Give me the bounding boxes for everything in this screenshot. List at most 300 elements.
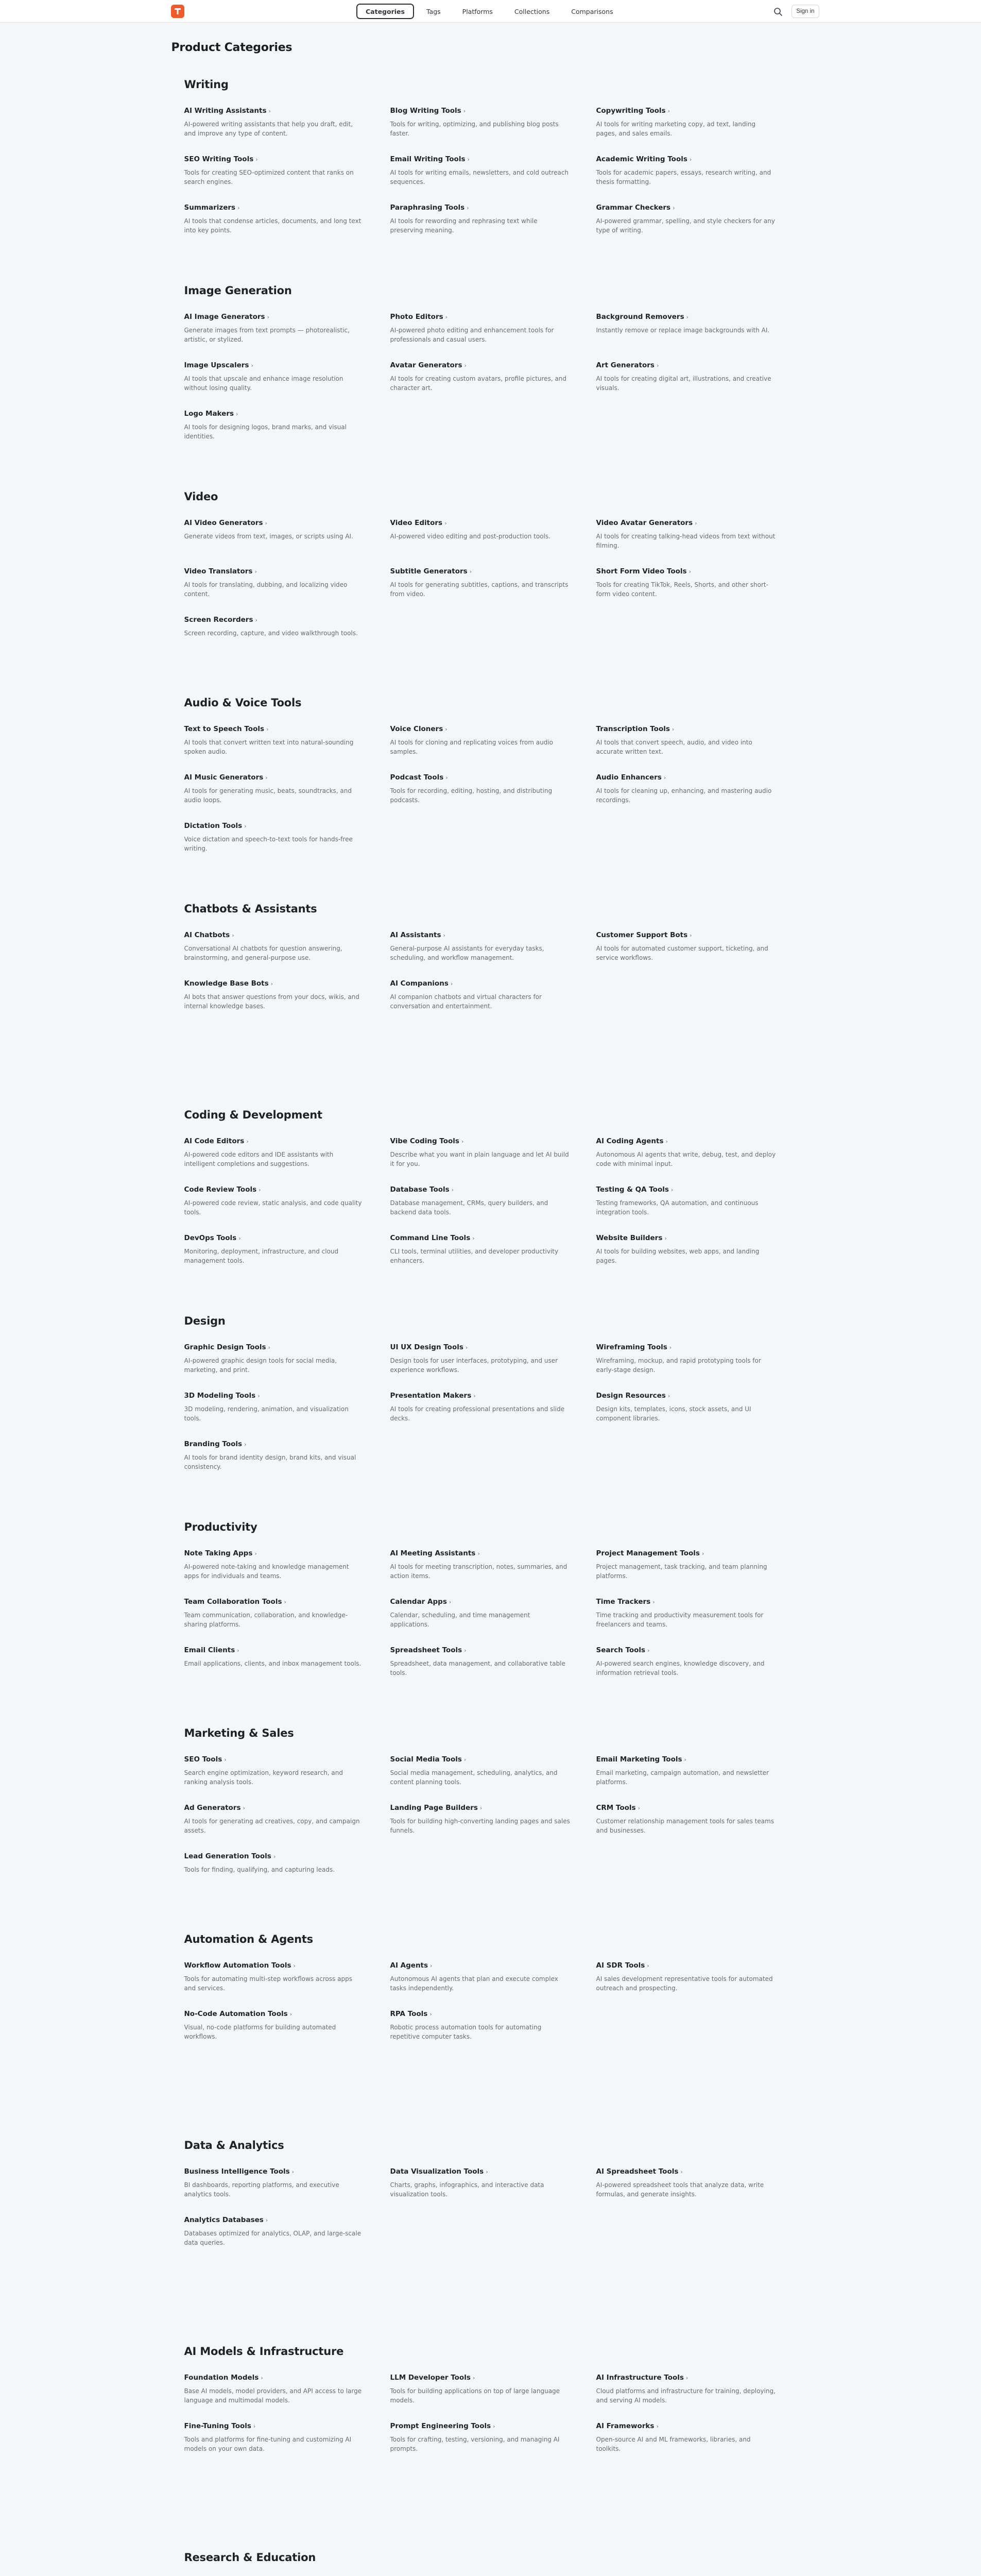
chevron-right-icon: › <box>477 1550 480 1557</box>
tool-link-ai-code-editors[interactable] <box>184 1136 390 1175</box>
tool-description: Email marketing, campaign automation, and newsletter platforms. <box>596 1769 769 1786</box>
tool-name: Design Resources <box>596 1392 666 1400</box>
tool-description: Tools for building high-converting landing pages and sales funnels. <box>390 1818 570 1834</box>
chevron-right-icon: › <box>680 2168 683 2175</box>
tool-name-row <box>184 723 370 733</box>
tool-name-row <box>390 1136 576 1145</box>
tool-link-ai-infrastructure-tools[interactable] <box>596 2372 797 2411</box>
tool-name-row <box>596 1390 777 1400</box>
tool-link-short-form-video-tools[interactable] <box>596 566 797 605</box>
tool-name-row <box>596 2372 777 2382</box>
tool-name-row <box>184 1342 370 1351</box>
tool-name-row <box>184 772 370 782</box>
chevron-right-icon: › <box>479 1805 483 1811</box>
tool-link-grammar-checkers[interactable] <box>596 202 797 241</box>
tool-name-row <box>184 1390 370 1400</box>
tool-name-row <box>596 1184 777 1194</box>
nav-collections[interactable]: Collections <box>514 8 550 15</box>
tool-description: Project management, task tracking, and team planning platforms. <box>596 1563 767 1580</box>
tool-link-workflow-automation-tools[interactable] <box>184 1960 390 1999</box>
tool-name-row <box>390 1754 576 1764</box>
tool-name: Email Clients <box>184 1646 235 1654</box>
tool-description: AI-powered note-taking and knowledge management apps for individuals and teams. <box>184 1563 349 1580</box>
tool-grid <box>184 1960 797 2047</box>
tool-description: AI tools for creating custom avatars, profile pictures, and character art. <box>390 375 567 392</box>
tool-grid <box>184 929 797 1017</box>
tool-name: Email Marketing Tools <box>596 1755 682 1764</box>
tool-description: Describe what you want in plain language and let AI build it for you. <box>390 1151 569 1167</box>
tool-name-row <box>184 360 370 369</box>
tool-description: Tools for crafting, testing, versioning, and managing AI prompts. <box>390 2436 560 2452</box>
tool-link-rpa-tools[interactable] <box>390 2008 596 2047</box>
tool-name-row <box>184 2420 370 2430</box>
chevron-right-icon: › <box>265 2217 268 2224</box>
chevron-right-icon: › <box>667 108 670 114</box>
tool-link-seo-tools[interactable] <box>184 1754 390 1793</box>
tool-description: AI-powered video editing and post-production tools. <box>390 533 550 540</box>
tool-name-row <box>390 1184 576 1194</box>
tool-description: Tools for automating multi-step workflows across apps and services. <box>184 1975 353 1992</box>
category-ai-models-infrastructure <box>184 2345 797 2551</box>
chevron-right-icon: › <box>463 1756 467 1763</box>
tool-link-subtitle-generators[interactable] <box>390 566 596 605</box>
tool-description: Design kits, templates, icons, stock assets, and UI component libraries. <box>596 1405 751 1422</box>
nav-categories[interactable]: Categories <box>356 4 414 19</box>
tool-name: Data Visualization Tools <box>390 2167 484 2176</box>
tool-link-background-removers[interactable] <box>596 311 797 350</box>
tool-description: AI tools for cleaning up, enhancing, and mastering audio recordings. <box>596 787 772 804</box>
tool-name-row <box>390 978 576 988</box>
chevron-right-icon: › <box>430 1962 433 1969</box>
chevron-right-icon: › <box>444 520 447 527</box>
chevron-right-icon: › <box>701 1550 704 1557</box>
tool-name: Image Upscalers <box>184 361 249 369</box>
tool-link-prompt-engineering-tools[interactable] <box>390 2420 596 2460</box>
chevron-right-icon: › <box>673 205 675 211</box>
chevron-right-icon: › <box>486 2168 488 2175</box>
chevron-right-icon: › <box>255 156 258 163</box>
tool-name-row <box>390 154 576 163</box>
tool-link-video-translators[interactable] <box>184 566 390 605</box>
tool-name-row <box>184 566 370 575</box>
tool-name: Photo Editors <box>390 313 443 321</box>
tool-name-row <box>184 1754 370 1764</box>
tool-name: AI Agents <box>390 1961 428 1970</box>
tool-description: Tools for building applications on top of large language models. <box>390 2387 560 2404</box>
tool-name-row <box>596 154 777 163</box>
tool-name-row <box>390 2372 576 2382</box>
tool-link-knowledge-base-bots[interactable] <box>184 978 390 1017</box>
tool-description: AI-powered writing assistants that help you draft, edit, and improve any type of content. <box>184 121 353 137</box>
category-chatbots-assistants <box>184 903 797 1109</box>
tool-link-project-management-tools[interactable] <box>596 1548 797 1587</box>
tool-link-ai-meeting-assistants[interactable] <box>390 1548 596 1587</box>
tool-link-testing-qa-tools[interactable] <box>596 1184 797 1223</box>
tool-link-logo-makers[interactable] <box>184 408 390 447</box>
tool-link-spreadsheet-tools[interactable] <box>390 1645 596 1684</box>
category-title: Automation & Agents <box>184 1933 313 1945</box>
nav-tags[interactable]: Tags <box>426 8 441 15</box>
tool-name: Text to Speech Tools <box>184 725 265 733</box>
tool-description: Robotic process automation tools for automating repetitive computer tasks. <box>390 2024 542 2040</box>
chevron-right-icon: › <box>689 568 691 575</box>
tool-link-customer-support-bots[interactable] <box>596 929 797 969</box>
tool-link-calendar-apps[interactable] <box>390 1596 596 1635</box>
chevron-right-icon: › <box>465 1344 468 1351</box>
tool-name: No-Code Automation Tools <box>184 2010 288 2018</box>
tool-link-ai-music-generators[interactable] <box>184 772 390 811</box>
tool-name-row <box>184 2214 370 2224</box>
tool-link-seo-writing-tools[interactable] <box>184 154 390 193</box>
tool-name-row <box>184 1802 370 1812</box>
tool-link-summarizers[interactable] <box>184 202 390 241</box>
tool-name-row <box>596 723 777 733</box>
tool-link-ui-ux-design-tools[interactable] <box>390 1342 596 1381</box>
tool-link-avatar-generators[interactable] <box>390 360 596 399</box>
chevron-right-icon: › <box>445 774 448 781</box>
nav-comparisons[interactable]: Comparisons <box>571 8 613 15</box>
tool-link-email-writing-tools[interactable] <box>390 154 596 193</box>
tool-name: Dictation Tools <box>184 822 243 830</box>
tool-link-devops-tools[interactable] <box>184 1232 390 1272</box>
tool-name-row <box>596 1645 777 1654</box>
tool-name-row <box>596 1802 777 1812</box>
tool-name-row <box>390 2008 576 2018</box>
tool-name: Copywriting Tools <box>596 107 666 115</box>
tool-link-copywriting-tools[interactable] <box>596 105 797 144</box>
tool-name-row <box>184 517 370 527</box>
chevron-right-icon: › <box>253 2423 256 2430</box>
tool-name: Spreadsheet Tools <box>390 1646 462 1654</box>
tool-link-wireframing-tools[interactable] <box>596 1342 797 1381</box>
tool-link-landing-page-builders[interactable] <box>390 1802 596 1841</box>
tool-name: Short Form Video Tools <box>596 567 687 575</box>
category-title: Research & Education <box>184 2551 316 2564</box>
tool-grid <box>184 517 797 653</box>
tool-description: AI tools for generating music, beats, soundtracks, and audio loops. <box>184 787 352 804</box>
tool-name: Video Editors <box>390 519 443 527</box>
tool-link-ai-frameworks[interactable] <box>596 2420 797 2460</box>
tool-name-row <box>596 517 777 527</box>
tool-name-row <box>390 1232 576 1242</box>
tool-grid <box>184 311 797 447</box>
tool-name: Fine-Tuning Tools <box>184 2422 251 2430</box>
chevron-right-icon: › <box>265 520 267 527</box>
tool-link-3d-modeling-tools[interactable] <box>184 1390 390 1429</box>
tool-name: Paraphrasing Tools <box>390 204 465 212</box>
tool-description: Tools for finding, qualifying, and capturing leads. <box>184 1866 335 1873</box>
tool-description: Autonomous AI agents that plan and execute complex tasks independently. <box>390 1975 558 1992</box>
tool-link-ai-sdr-tools[interactable] <box>596 1960 797 1999</box>
tool-description: AI tools for brand identity design, brand kits, and visual consistency. <box>184 1454 356 1470</box>
tool-name-row <box>184 154 370 163</box>
category-title: Data & Analytics <box>184 2139 284 2151</box>
tool-name-row <box>390 202 576 212</box>
category-title: AI Models & Infrastructure <box>184 2345 344 2358</box>
chevron-right-icon: › <box>493 2423 495 2430</box>
chevron-right-icon: › <box>259 1187 261 1193</box>
tool-name-row <box>184 2008 370 2018</box>
tool-link-email-marketing-tools[interactable] <box>596 1754 797 1793</box>
tool-name: Academic Writing Tools <box>596 155 687 163</box>
tool-link-video-editors[interactable] <box>390 517 596 556</box>
tool-name: Foundation Models <box>184 2374 259 2382</box>
tool-link-presentation-makers[interactable] <box>390 1390 596 1429</box>
tool-name-row <box>184 1645 370 1654</box>
tool-link-ai-spreadsheet-tools[interactable] <box>596 2166 797 2205</box>
tool-link-design-resources[interactable] <box>596 1390 797 1429</box>
tool-link-code-review-tools[interactable] <box>184 1184 390 1223</box>
chevron-right-icon: › <box>656 362 659 369</box>
tool-name: Blog Writing Tools <box>390 107 461 115</box>
page-title: Product Categories <box>171 41 292 54</box>
category-design <box>184 1315 797 1521</box>
category-productivity <box>184 1521 797 1727</box>
chevron-right-icon: › <box>265 774 268 781</box>
tool-name: AI Coding Agents <box>596 1137 664 1145</box>
tool-description: Open-source AI and ML frameworks, libraries, and toolkits. <box>596 2436 751 2452</box>
tool-link-ai-agents[interactable] <box>390 1960 596 1999</box>
chevron-right-icon: › <box>243 1805 245 1811</box>
tool-name: UI UX Design Tools <box>390 1343 463 1351</box>
tool-link-command-line-tools[interactable] <box>390 1232 596 1272</box>
tool-name: Note Taking Apps <box>184 1549 253 1557</box>
tool-name: Knowledge Base Bots <box>184 979 269 988</box>
tool-description: Generate images from text prompts — photorealistic, artistic, or stylized. <box>184 327 350 343</box>
category-title: Audio & Voice Tools <box>184 697 302 709</box>
tool-description: AI tools for creating digital art, illustrations, and creative visuals. <box>596 375 771 392</box>
tool-link-ai-writing-assistants[interactable] <box>184 105 390 144</box>
tool-link-ai-video-generators[interactable] <box>184 517 390 556</box>
tool-link-time-trackers[interactable] <box>596 1596 797 1635</box>
tool-description: Generate videos from text, images, or scripts using AI. <box>184 533 353 540</box>
tool-name: AI Frameworks <box>596 2422 655 2430</box>
tool-description: AI-powered grammar, spelling, and style checkers for any type of writing. <box>596 217 775 234</box>
tool-link-ai-chatbots[interactable] <box>184 929 390 969</box>
search-icon[interactable] <box>772 6 784 18</box>
tool-description: AI tools for generating ad creatives, copy, and campaign assets. <box>184 1818 360 1834</box>
tool-name: SEO Tools <box>184 1755 222 1764</box>
chevron-right-icon: › <box>473 1393 476 1399</box>
tool-link-video-avatar-generators[interactable] <box>596 517 797 556</box>
chevron-right-icon: › <box>293 1962 296 1969</box>
tool-link-paraphrasing-tools[interactable] <box>390 202 596 241</box>
tool-name-row <box>596 202 777 212</box>
tool-link-ai-image-generators[interactable] <box>184 311 390 350</box>
tool-name: AI Infrastructure Tools <box>596 2374 684 2382</box>
tool-name: Transcription Tools <box>596 725 670 733</box>
tool-link-website-builders[interactable] <box>596 1232 797 1272</box>
tool-description: Spreadsheet, data management, and collaborative table tools. <box>390 1660 565 1676</box>
tool-description: Design tools for user interfaces, prototyping, and user experience workflows. <box>390 1357 558 1374</box>
tool-description: 3D modeling, rendering, animation, and visualization tools. <box>184 1405 349 1422</box>
tool-link-podcast-tools[interactable] <box>390 772 596 811</box>
tool-name: Time Trackers <box>596 1598 651 1606</box>
tool-link-email-clients[interactable] <box>184 1645 390 1684</box>
tool-name: Screen Recorders <box>184 616 253 624</box>
category-title: Marketing & Sales <box>184 1727 294 1739</box>
tool-name: AI Meeting Assistants <box>390 1549 476 1557</box>
chevron-right-icon: › <box>244 823 247 829</box>
tool-link-search-tools[interactable] <box>596 1645 797 1684</box>
tool-description: Tools for creating TikTok, Reels, Shorts, and other short-form video content. <box>596 581 768 598</box>
tool-description: Tools and platforms for fine-tuning and customizing AI models on your own data. <box>184 2436 352 2452</box>
tool-name: Calendar Apps <box>390 1598 447 1606</box>
tool-name-row <box>390 1390 576 1400</box>
tool-link-branding-tools[interactable] <box>184 1438 390 1478</box>
tool-name: Analytics Databases <box>184 2216 264 2224</box>
tool-description: Screen recording, capture, and video walkthrough tools. <box>184 630 358 637</box>
tool-name: AI Companions <box>390 979 449 988</box>
tool-link-image-upscalers[interactable] <box>184 360 390 399</box>
tool-link-lead-generation-tools[interactable] <box>184 1851 390 1890</box>
tool-name: AI SDR Tools <box>596 1961 645 1970</box>
tool-link-transcription-tools[interactable] <box>596 723 797 762</box>
tool-link-ai-assistants[interactable] <box>390 929 596 969</box>
chevron-right-icon: › <box>232 932 234 939</box>
category-title: Productivity <box>184 1521 257 1533</box>
tool-name-row <box>184 1438 370 1448</box>
tool-link-ad-generators[interactable] <box>184 1802 390 1841</box>
tool-name-row <box>596 2420 777 2430</box>
tool-name-row <box>596 1960 777 1970</box>
tool-link-fine-tuning-tools[interactable] <box>184 2420 390 2460</box>
category-image-generation <box>184 284 797 490</box>
tool-description: Testing frameworks, QA automation, and continuous integration tools. <box>596 1199 759 1216</box>
tool-name-row <box>596 1342 777 1351</box>
tool-link-ai-coding-agents[interactable] <box>596 1136 797 1175</box>
tool-link-photo-editors[interactable] <box>390 311 596 350</box>
tool-name: Branding Tools <box>184 1440 243 1448</box>
chevron-right-icon: › <box>695 520 697 527</box>
category-title: Writing <box>184 78 229 91</box>
tool-link-graphic-design-tools[interactable] <box>184 1342 390 1381</box>
tool-name-row <box>596 105 777 115</box>
tool-link-voice-cloners[interactable] <box>390 723 596 762</box>
tool-description: AI-powered spreadsheet tools that analyze data, write formulas, and generate insights. <box>596 2181 764 2198</box>
tool-link-data-visualization-tools[interactable] <box>390 2166 596 2205</box>
tool-name-row <box>596 311 777 321</box>
brand-logo-icon[interactable] <box>171 5 184 18</box>
tool-description: AI tools for designing logos, brand marks, and visual identities. <box>184 423 347 440</box>
tool-description: AI tools for building websites, web apps, and landing pages. <box>596 1248 760 1264</box>
chevron-right-icon: › <box>638 1805 640 1811</box>
tool-link-no-code-automation-tools[interactable] <box>184 2008 390 2047</box>
tool-name-row <box>390 360 576 369</box>
tool-name: RPA Tools <box>390 2010 428 2018</box>
tool-name-row <box>184 614 370 624</box>
tool-description: AI tools for translating, dubbing, and localizing video content. <box>184 581 348 598</box>
tool-name: Audio Enhancers <box>596 773 662 782</box>
tool-name: DevOps Tools <box>184 1234 237 1242</box>
tool-link-social-media-tools[interactable] <box>390 1754 596 1793</box>
tool-name: Summarizers <box>184 204 236 212</box>
tool-name: CRM Tools <box>596 1804 636 1812</box>
tool-name-row <box>596 1754 777 1764</box>
chevron-right-icon: › <box>450 980 453 987</box>
chevron-right-icon: › <box>664 1235 667 1242</box>
tool-description: Voice dictation and speech-to-text tools for hands-free writing. <box>184 836 353 852</box>
tool-description: Tools for creating SEO-optimized content that ranks on search engines. <box>184 169 354 185</box>
tool-grid <box>184 2166 797 2253</box>
tool-link-team-collaboration-tools[interactable] <box>184 1596 390 1635</box>
chevron-right-icon: › <box>284 1599 286 1605</box>
tool-description: Search engine optimization, keyword research, and ranking analysis tools. <box>184 1769 343 1786</box>
tool-grid <box>184 1754 797 1890</box>
category-writing <box>184 78 797 284</box>
tool-link-art-generators[interactable] <box>596 360 797 399</box>
tool-link-blog-writing-tools[interactable] <box>390 105 596 144</box>
chevron-right-icon: › <box>667 1393 670 1399</box>
tool-name-row <box>390 1960 576 1970</box>
tool-link-note-taking-apps[interactable] <box>184 1548 390 1587</box>
tool-description: AI tools for rewording and rephrasing text while preserving meaning. <box>390 217 538 234</box>
tool-name: Testing & QA Tools <box>596 1185 669 1194</box>
tool-link-analytics-databases[interactable] <box>184 2214 390 2253</box>
tool-name: AI Spreadsheet Tools <box>596 2167 679 2176</box>
chevron-right-icon: › <box>670 1187 674 1193</box>
tool-link-database-tools[interactable] <box>390 1184 596 1223</box>
tool-name: AI Music Generators <box>184 773 264 782</box>
tool-link-foundation-models[interactable] <box>184 2372 390 2411</box>
chevron-right-icon: › <box>244 1441 247 1448</box>
tool-link-screen-recorders[interactable] <box>184 614 390 653</box>
tool-name: Wireframing Tools <box>596 1343 667 1351</box>
chevron-right-icon: › <box>236 411 238 417</box>
tool-name-row <box>596 772 777 782</box>
chevron-right-icon: › <box>464 1647 467 1654</box>
sign-in-button[interactable]: Sign in <box>791 5 819 18</box>
tool-link-dictation-tools[interactable] <box>184 820 390 859</box>
chevron-right-icon: › <box>652 1599 655 1605</box>
tool-name: Presentation Makers <box>390 1392 472 1400</box>
category-marketing-sales <box>184 1727 797 1933</box>
category-title: Image Generation <box>184 284 292 297</box>
tool-name-row <box>390 772 576 782</box>
tool-link-vibe-coding-tools[interactable] <box>390 1136 596 1175</box>
tool-name-row <box>390 311 576 321</box>
tool-name-row <box>184 1548 370 1557</box>
category-audio-voice-tools <box>184 697 797 903</box>
tool-description: AI-powered code editors and IDE assistants with intelligent completions and suggestions. <box>184 1151 334 1167</box>
chevron-right-icon: › <box>237 1647 239 1654</box>
chevron-right-icon: › <box>690 932 692 939</box>
tool-description: General-purpose AI assistants for everyday tasks, scheduling, and workflow management. <box>390 945 544 961</box>
tool-name-row <box>596 360 777 369</box>
tool-link-audio-enhancers[interactable] <box>596 772 797 811</box>
tool-name-row <box>390 1548 576 1557</box>
tool-link-text-to-speech-tools[interactable] <box>184 723 390 762</box>
tool-name: Project Management Tools <box>596 1549 700 1557</box>
tool-link-ai-companions[interactable] <box>390 978 596 1017</box>
tool-description: AI tools that condense articles, documents, and long text into key points. <box>184 217 362 234</box>
tool-link-crm-tools[interactable] <box>596 1802 797 1841</box>
chevron-right-icon: › <box>467 156 470 163</box>
tool-link-llm-developer-tools[interactable] <box>390 2372 596 2411</box>
category-automation-agents <box>184 1933 797 2139</box>
categories-page <box>171 23 810 2576</box>
tool-description: Tools for recording, editing, hosting, and distributing podcasts. <box>390 787 553 804</box>
chevron-right-icon: › <box>461 1138 464 1145</box>
tool-name-row <box>390 1342 576 1351</box>
tool-link-business-intelligence-tools[interactable] <box>184 2166 390 2205</box>
chevron-right-icon: › <box>254 1550 257 1557</box>
tool-description: Tools for writing, optimizing, and publishing blog posts faster. <box>390 121 559 137</box>
chevron-right-icon: › <box>463 108 466 114</box>
nav-platforms[interactable]: Platforms <box>462 8 493 15</box>
tool-description: AI-powered search engines, knowledge discovery, and information retrieval tools. <box>596 1660 765 1676</box>
tool-link-academic-writing-tools[interactable] <box>596 154 797 193</box>
